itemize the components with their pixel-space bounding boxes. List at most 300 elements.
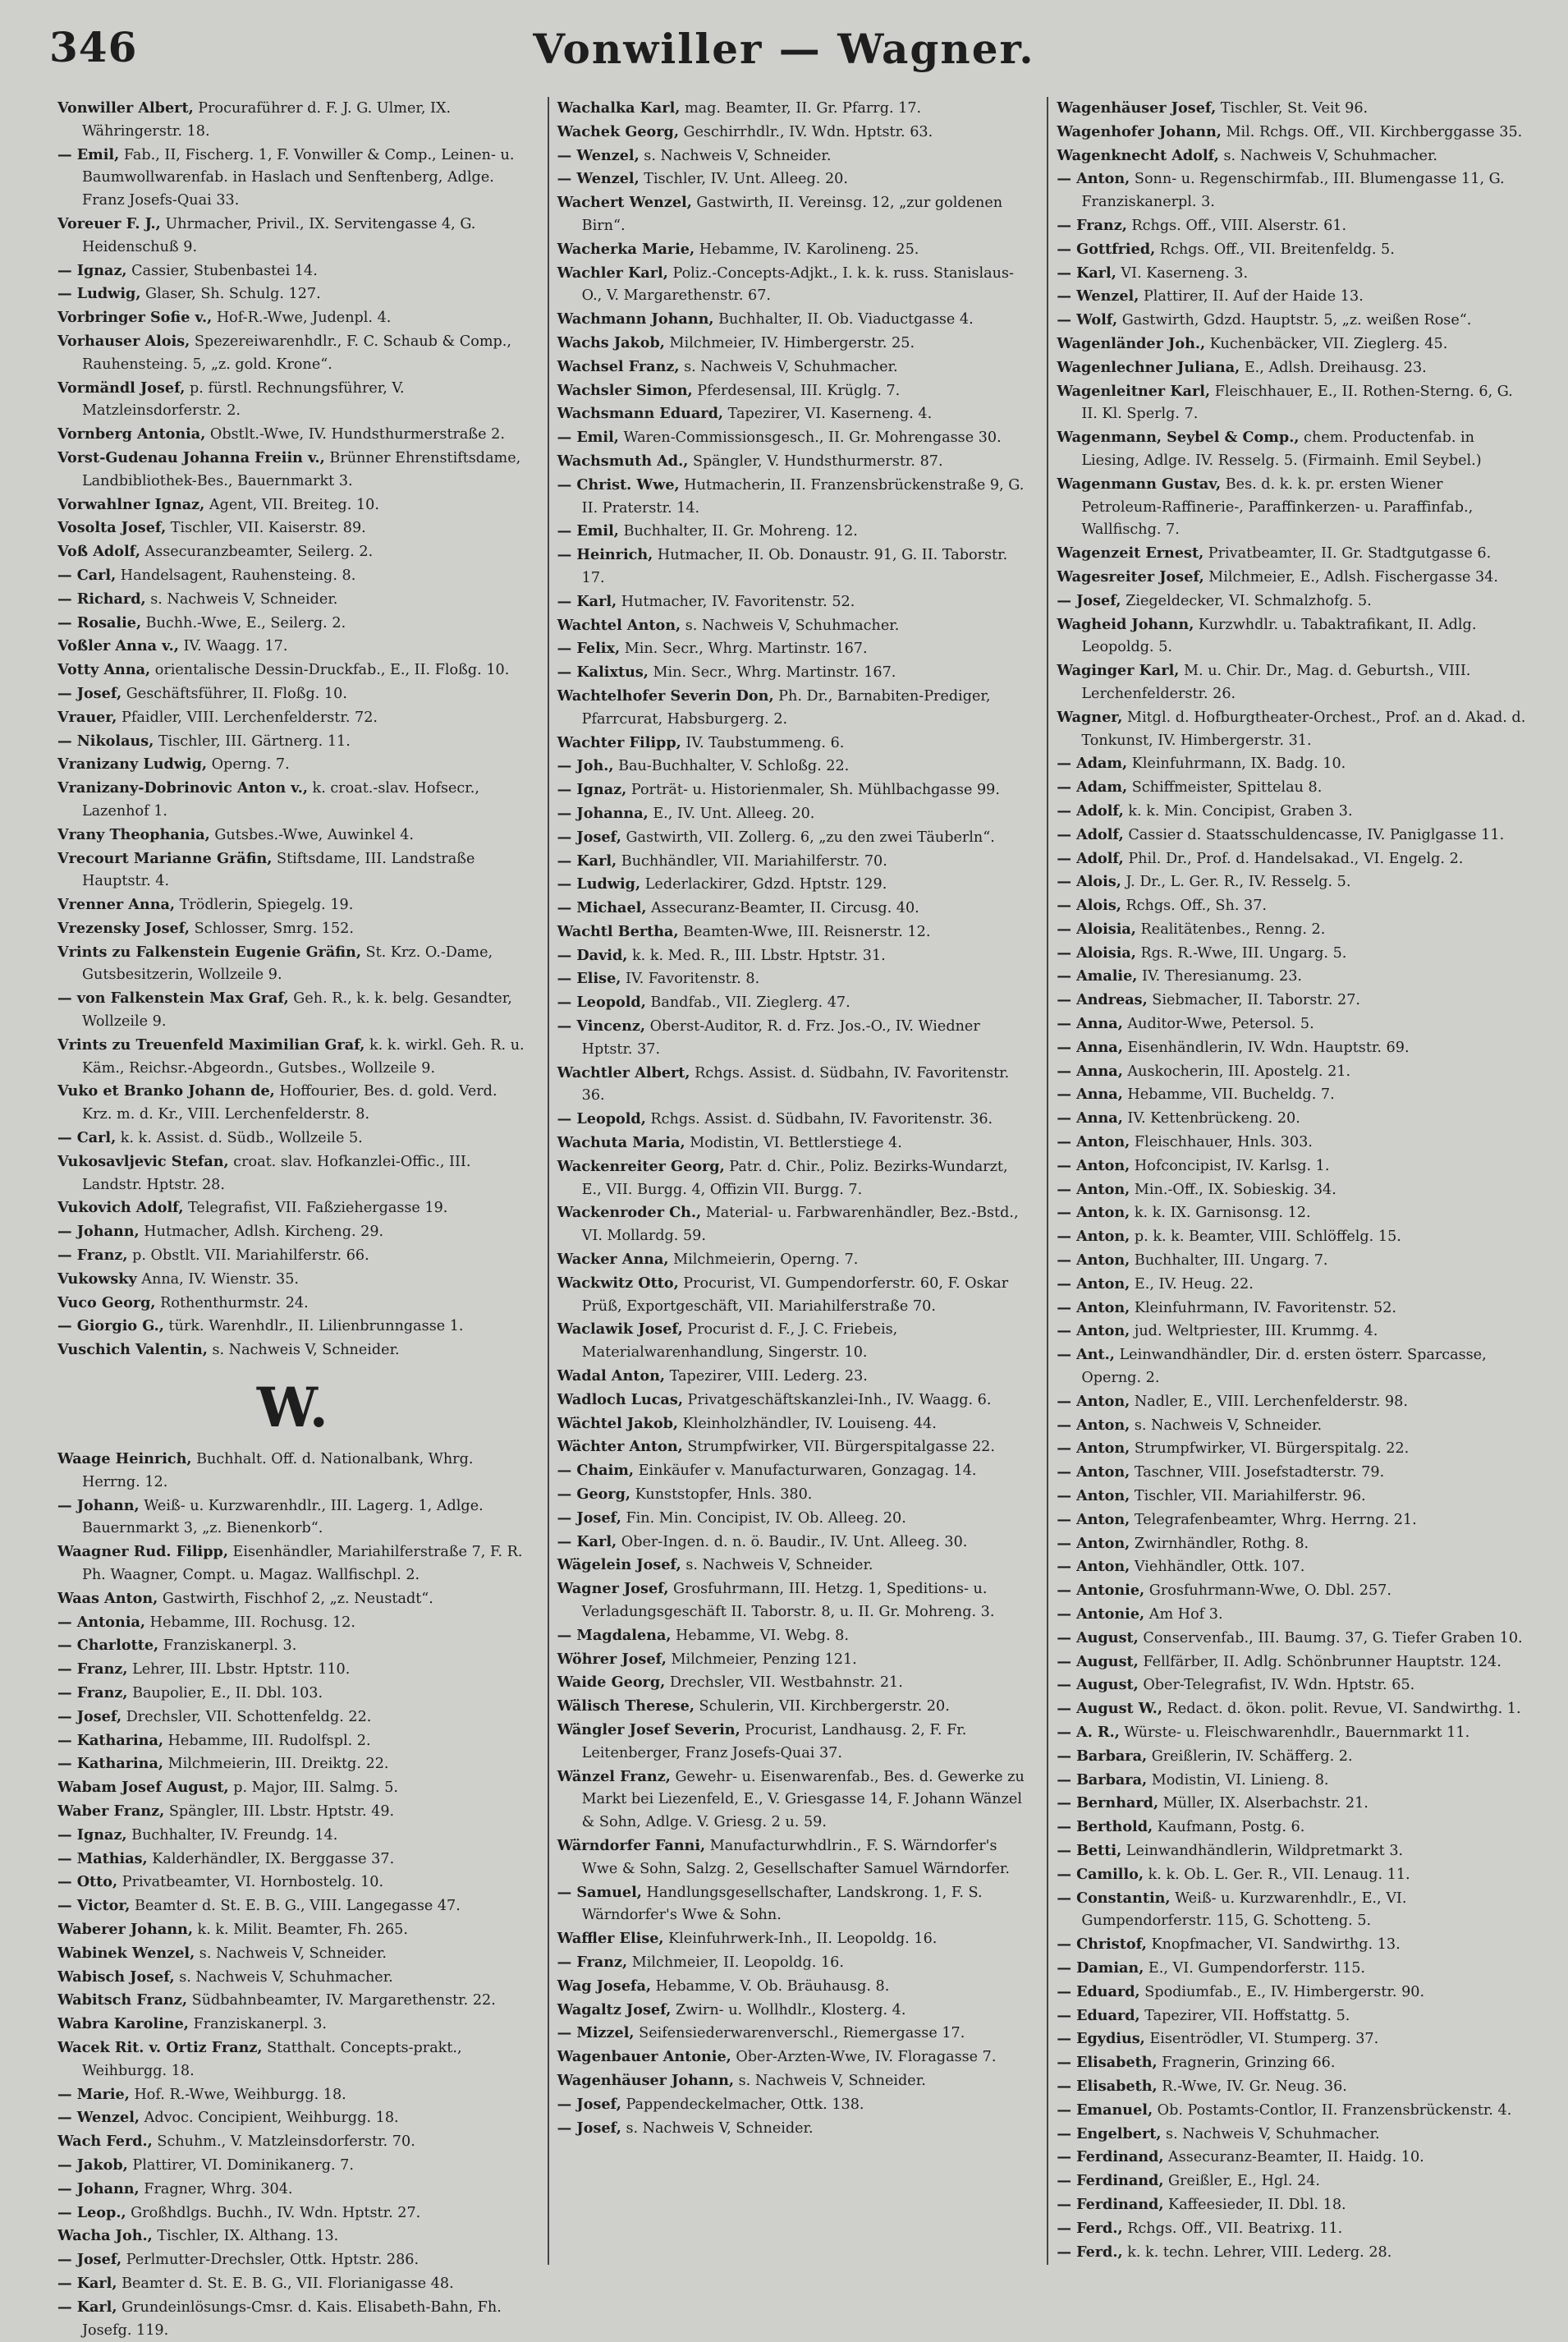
entry-details: k. croat.-slav. Hofsecr., Lazenhof 1. [82, 780, 479, 820]
directory-entry [57, 824, 528, 847]
entry-name: Wagenknecht Adolf, [1057, 146, 1219, 164]
entry-name: — Wolf, [1057, 311, 1118, 329]
entry-name: — Charlotte, [57, 1637, 159, 1655]
directory-entry [1057, 542, 1527, 566]
directory-entry [57, 1034, 528, 1081]
entry-details: Patr. d. Chir., Poliz. Bezirks-Wundarzt, E., VII. Burgg. 4, Offizin VII. Burgg. 7. [581, 1158, 1008, 1198]
directory-entry [57, 2154, 528, 2178]
directory-entry [557, 590, 1028, 614]
entry-details: Fleischhauer, Hnls. 303. [1130, 1134, 1313, 1151]
entry-details: Pfaidler, VIII. Lerchenfelderstr. 72. [117, 709, 378, 726]
entry-details: s. Nachweis V, Schneider. [1130, 1417, 1323, 1434]
entry-details: s. Nachweis V, Schneider. [734, 2072, 926, 2089]
entry-name: — Anton, [1057, 1251, 1130, 1270]
entry-details: Weiß- u. Kurzwarenhdlr., E., VI. Gumpendorferstr. 115, G. Schotteng. 5. [1081, 1890, 1407, 1930]
entry-name: Wächter Anton, [557, 1438, 683, 1456]
entry-details: Tischler, IX. Althang. 13. [152, 2228, 339, 2245]
entry-name: Vranizany-Dobrinovic Anton v., [57, 779, 308, 797]
directory-entry [557, 2046, 1028, 2069]
directory-entry [57, 2248, 528, 2272]
entry-name: — Richard, [57, 590, 146, 608]
directory-entry [57, 1989, 528, 2013]
entry-name: — Johann, [57, 2179, 140, 2197]
directory-entry [557, 897, 1028, 921]
entry-name: — Alois, [1057, 873, 1121, 891]
entry-details: Ob. Postamts-Contlor, II. Franzensbrückenstr. 4. [1153, 2101, 1512, 2119]
directory-entry [557, 1671, 1028, 1695]
directory-entry [57, 1611, 528, 1635]
directory-entry [557, 356, 1028, 379]
directory-entry [1057, 2193, 1527, 2217]
entry-name: Wachter Filipp, [557, 733, 681, 751]
entry-name: — Karl, [557, 852, 617, 870]
directory-entry [557, 1695, 1028, 1719]
directory-entry [57, 282, 528, 306]
entry-details: Hebamme, V. Ob. Bräuhausg. 8. [650, 1977, 890, 1995]
entry-details: Spezereiwarenhdlr., F. C. Schaub & Comp., Rauhensteing. 5, „z. gold. Krone“. [82, 333, 511, 373]
directory-entry [557, 921, 1028, 944]
entry-details: Hof. R.-Wwe, Weihburgg. 18. [129, 2086, 346, 2103]
directory-entry [557, 520, 1028, 544]
directory-entry [57, 941, 528, 988]
directory-entry [57, 1706, 528, 1729]
directory-entry [57, 612, 528, 636]
entry-details: Gastwirth, Fischhof 2, „z. Neustadt“. [158, 1590, 433, 1607]
directory-entry [1057, 1107, 1527, 1131]
entry-details: Zwirn- u. Wollhdlr., Klosterg. 4. [671, 2001, 906, 2018]
entry-details: E., IV. Heug. 22. [1130, 1275, 1254, 1293]
directory-entry [1057, 168, 1527, 214]
directory-entry [57, 1800, 528, 1824]
directory-entry [557, 2069, 1028, 2093]
entry-name: — Franz, [1057, 216, 1127, 234]
entry-details: Kunststopfer, Hnls. 380. [630, 1486, 813, 1504]
directory-entry [557, 802, 1028, 826]
entry-name: — Carl, [57, 1129, 117, 1147]
entry-name: Wagenhäuser Josef, [1057, 99, 1217, 117]
directory-entry [1057, 1532, 1527, 1556]
entry-details: s. Nachweis V, Schneider. [621, 2119, 814, 2137]
entry-name: Wachtel Anton, [557, 616, 681, 634]
entry-details: Milchmeierin, III. Dreiktg. 22. [163, 1756, 389, 1773]
entry-name: — Ferd., [1057, 2243, 1123, 2261]
entry-name: — Katharina, [57, 1755, 163, 1773]
text-columns [57, 97, 1527, 2339]
entry-name: — Katharina, [57, 1731, 163, 1749]
directory-entry [1057, 1745, 1527, 1769]
entry-details: Pappendeckelmacher, Ottk. 138. [621, 2096, 864, 2113]
directory-entry [57, 1658, 528, 1682]
entry-details: Manufacturwhdlrin., F. S. Wärndorfer's Wwe & Sohn, Salzg. 2, Gesellschafter Samuel Wärndorfer. [581, 1837, 1010, 1877]
entry-name: Wagheid Johann, [1057, 615, 1194, 633]
entry-name: Wachsler Simon, [557, 381, 693, 399]
entry-name: — Christof, [1057, 1936, 1147, 1954]
directory-entry [1057, 473, 1527, 542]
entry-details: s. Nachweis V, Schneider. [195, 1945, 387, 1962]
entry-name: Wacherka Marie, [557, 240, 695, 258]
directory-entry [557, 1648, 1028, 1672]
directory-entry [57, 494, 528, 517]
directory-entry [557, 474, 1028, 521]
entry-name: — Anton, [1057, 1440, 1130, 1458]
directory-entry [1057, 1816, 1527, 1839]
directory-entry [557, 191, 1028, 238]
entry-name: Wachek Georg, [557, 122, 679, 140]
entry-name: Wagenzeit Ernest, [1057, 544, 1204, 563]
directory-entry [57, 2106, 528, 2130]
entry-details: Weiß- u. Kurzwarenhdlr., III. Lagerg. 1, Adlge. Bauernmarkt 3, „z. Bienenkorb“. [82, 1497, 484, 1537]
entry-name: — Ferd., [1057, 2219, 1123, 2237]
entry-details: orientalische Dessin-Druckfab., E., II. Floßg. 10. [150, 662, 510, 679]
entry-details: Kleinfuhrmann, IV. Favoritenstr. 52. [1130, 1299, 1397, 1316]
entry-name: — Rosalie, [57, 613, 142, 631]
directory-entry [57, 97, 528, 144]
entry-name: — Anton, [1057, 1298, 1130, 1316]
entry-name: Vornberg Antonia, [57, 425, 206, 443]
directory-entry [1057, 121, 1527, 145]
directory-entry [57, 423, 528, 447]
directory-entry [57, 144, 528, 213]
directory-entry [1057, 1957, 1527, 1981]
directory-entry [1057, 2123, 1527, 2147]
directory-entry [557, 685, 1028, 732]
entry-name: Wackwitz Otto, [557, 1274, 679, 1292]
entry-details: Rchgs. Off., VIII. Alserstr. 61. [1126, 217, 1347, 234]
entry-name: Waas Anton, [57, 1589, 158, 1607]
entry-name: — Anna, [1057, 1062, 1123, 1080]
entry-details: Hebamme, III. Rochusg. 12. [145, 1614, 355, 1631]
entry-name: — Anton, [1057, 1558, 1130, 1576]
directory-entry [1057, 1697, 1527, 1721]
entry-name: — Leop., [57, 2203, 126, 2221]
entry-details: Bes. d. k. k. pr. ersten Wiener Petroleum-Raffinerie-, Paraffinkerzen- u. Paraffinfab., Wallfischg. 7. [1081, 475, 1474, 539]
entry-name: — Damian, [1057, 1959, 1144, 1977]
entry-details: Tapezirer, VII. Hoffstattg. 5. [1139, 2007, 1350, 2024]
entry-details: Drechsler, VII. Westbahnstr. 21. [665, 1674, 903, 1692]
entry-name: Wagenhäuser Johann, [557, 2071, 735, 2089]
directory-entry [557, 379, 1028, 403]
directory-entry [1057, 1674, 1527, 1697]
entry-details: Rchgs. Off., Sh. 37. [1121, 898, 1267, 915]
entry-name: — Anton, [1057, 1180, 1130, 1198]
directory-entry [557, 262, 1028, 309]
entry-name: — Alois, [1057, 897, 1121, 915]
entry-name: — Ferdinand, [1057, 2195, 1164, 2213]
entry-details: Milchmeier, II. Leopoldg. 16. [627, 1954, 844, 1971]
entry-name: — Josef, [57, 1707, 122, 1725]
entry-details: Obstlt.-Wwe, IV. Hundsthurmerstraße 2. [205, 426, 505, 443]
directory-entry [1057, 1225, 1527, 1249]
directory-entry [1057, 1273, 1527, 1297]
entry-details: Bandfab., VII. Zieglerg. 47. [645, 994, 850, 1012]
entry-name: — Kalixtus, [557, 664, 649, 682]
entry-details: k. k. Ob. L. Ger. R., VII. Lenaug. 11. [1144, 1866, 1410, 1883]
directory-entry [57, 1495, 528, 1541]
directory-entry [557, 1015, 1028, 1062]
column-2 [548, 97, 1028, 2265]
entry-details: Hebamme, VII. Bucheldg. 7. [1122, 1086, 1335, 1104]
entry-name: Wagenländer Joh., [1057, 334, 1206, 352]
entry-details: k. k. Med. R., III. Lbstr. Hptstr. 31. [627, 947, 886, 964]
directory-entry [1057, 1083, 1527, 1107]
entry-name: Vrauer, [57, 708, 117, 726]
entry-details: Bau-Buchhalter, V. Schloßg. 22. [613, 758, 850, 775]
entry-name: Wagenmann Gustav, [1057, 475, 1222, 493]
column-1 [57, 97, 528, 2339]
directory-entry [57, 1080, 528, 1127]
entry-details: IV. Theresianumg. 23. [1137, 968, 1302, 985]
entry-details: J. Dr., L. Ger. R., IV. Resselg. 5. [1121, 874, 1351, 891]
entry-details: Assecuranz-Beamter, II. Haidg. 10. [1163, 2149, 1424, 2166]
entry-name: — Emil, [57, 145, 120, 163]
entry-name: Wackenreiter Georg, [557, 1157, 725, 1175]
entry-details: Tischler, VII. Mariahilferstr. 96. [1130, 1488, 1366, 1505]
entry-details: Rchgs. Off., VII. Beatrixg. 11. [1122, 2220, 1343, 2237]
entry-name: — Anna, [1057, 1015, 1123, 1033]
entry-details: Hutmacher, Adlsh. Kircheng. 29. [139, 1224, 384, 1241]
entry-details: Auskocherin, III. Apostelg. 21. [1122, 1063, 1351, 1080]
directory-entry [1057, 1863, 1527, 1887]
entry-details: E., Adlsh. Dreihausg. 23. [1240, 359, 1427, 376]
entry-details: Kaufmann, Postg. 6. [1153, 1819, 1305, 1836]
entry-name: Wag Josefa, [557, 1977, 651, 1995]
entry-name: — Anton, [1057, 1416, 1130, 1434]
directory-entry [557, 661, 1028, 685]
directory-entry [557, 450, 1028, 474]
entry-name: Votty Anna, [57, 661, 151, 679]
entry-name: — Anton, [1057, 1133, 1130, 1151]
directory-entry [1057, 2146, 1527, 2170]
entry-details: Hutmacher, IV. Favoritenstr. 52. [617, 593, 855, 610]
directory-entry [57, 1292, 528, 1316]
entry-details: Privatbeamter, VI. Hornbostelg. 10. [117, 1874, 384, 1891]
directory-entry [1057, 1060, 1527, 1084]
directory-entry [57, 1894, 528, 1918]
directory-entry [557, 1155, 1028, 1202]
entry-details: Kurzwhdlr. u. Tabaktrafikant, II. Adlg. Leopoldg. 5. [1081, 616, 1477, 656]
entry-details: Franziskanerpl. 3. [158, 1637, 297, 1655]
entry-details: Ph. Dr., Barnabiten-Prediger, Pfarrcurat, Habsburgerg. 2. [581, 687, 991, 728]
entry-details: Buchhalter, IV. Freundg. 14. [126, 1826, 338, 1844]
entry-details: Porträt- u. Historienmaler, Sh. Mühlbachgasse 99. [626, 782, 1000, 799]
directory-entry [1057, 566, 1527, 590]
directory-entry [557, 873, 1028, 897]
entry-details: Milchmeier, IV. Himbergerstr. 25. [664, 334, 915, 351]
entry-details: Tapezirer, VIII. Lederg. 23. [665, 1368, 868, 1385]
entry-details: Ober-Telegrafist, IV. Wdn. Hptstr. 65. [1138, 1677, 1415, 1694]
directory-entry [1057, 380, 1527, 427]
directory-entry [557, 97, 1028, 121]
entry-name: Wängler Josef Severin, [557, 1720, 740, 1738]
entry-details: Telegrafist, VII. Faßziehergasse 19. [183, 1200, 448, 1217]
directory-entry [57, 1220, 528, 1244]
entry-name: — Joh., [557, 757, 614, 775]
entry-name: — Elisabeth, [1057, 2054, 1158, 2072]
entry-name: Waber Franz, [57, 1802, 165, 1820]
entry-details: Strumpfwirker, VII. Bürgerspitalgasse 22. [682, 1439, 995, 1456]
directory-entry [1057, 824, 1527, 847]
entry-name: — Anton, [1057, 1463, 1130, 1481]
directory-entry [557, 1412, 1028, 1436]
entry-details: Modistin, VI. Bettlerstiege 4. [685, 1135, 902, 1152]
entry-name: — Antonie, [1057, 1582, 1145, 1600]
entry-details: Milchmeier, E., Adlsh. Fischergasse 34. [1204, 568, 1498, 586]
directory-entry [1057, 1579, 1527, 1603]
entry-details: Plattirer, II. Auf der Haide 13. [1139, 288, 1364, 305]
directory-entry [1057, 1201, 1527, 1225]
entry-details: s. Nachweis V, Schuhmacher. [679, 358, 898, 375]
entry-details: Grundeinlösungs-Cmsr. d. Kais. Elisabeth-Bahn, Fh. Josefg. 119. [82, 2298, 502, 2339]
entry-details: Grosfuhrmann-Wwe, O. Dbl. 257. [1144, 1582, 1391, 1600]
entry-details: Buchhalter, II. Gr. Mohreng. 12. [618, 523, 858, 540]
entry-details: Tischler, St. Veit 96. [1216, 100, 1369, 117]
entry-name: — August, [1057, 1676, 1139, 1694]
entry-details: Hutmacherin, II. Franzensbrückenstraße 9, G. II. Praterstr. 14. [581, 476, 1025, 517]
section-letter: W. [256, 1375, 328, 1440]
directory-entry [1057, 965, 1527, 989]
entry-name: — Camillo, [1057, 1865, 1144, 1883]
entry-name: Wagenmann, Seybel & Comp., [1057, 429, 1300, 447]
entry-name: — Nikolaus, [57, 732, 154, 750]
entry-details: Milchmeier, Penzing 121. [666, 1651, 857, 1668]
directory-entry [1057, 918, 1527, 942]
directory-entry [557, 145, 1028, 168]
directory-entry [557, 402, 1028, 426]
directory-entry [1057, 2170, 1527, 2193]
entry-name: — Anton, [1057, 1274, 1130, 1293]
entry-name: — Emil, [557, 429, 619, 447]
directory-entry [57, 330, 528, 377]
directory-entry [557, 332, 1028, 356]
directory-entry [557, 967, 1028, 991]
directory-entry [557, 1881, 1028, 1928]
entry-details: Geh. R., k. k. belg. Gesandter, Wollzeile 9. [82, 990, 512, 1031]
entry-name: Vorst-Gudenau Johanna Freiin v., [57, 448, 325, 466]
entry-name: — Egydius, [1057, 2030, 1145, 2048]
entry-details: Poliz.-Concepts-Adjkt., I. k. k. russ. Stanislaus-O., V. Margarethenstr. 67. [581, 264, 1014, 305]
directory-entry [1057, 1131, 1527, 1155]
entry-name: — Heinrich, [557, 546, 653, 564]
directory-entry [1057, 426, 1527, 473]
directory-entry [1057, 238, 1527, 262]
entry-name: Wagenbauer Antonie, [557, 2048, 731, 2066]
entry-details: Buchhalt. Off. d. Nationalbank, Whrg. Herrng. 12. [82, 1451, 474, 1490]
entry-details: s. Nachweis V, Schuhmacher. [681, 617, 900, 634]
entry-details: türk. Warenhdlr., II. Lilienbrunngasse 1. [163, 1318, 464, 1335]
directory-entry [57, 447, 528, 494]
entry-name: — A. R., [1057, 1723, 1120, 1741]
entry-details: Beamten-Wwe, III. Reisnerstr. 12. [678, 923, 931, 940]
entry-details: Schuhm., V. Matzleinsdorferstr. 70. [152, 2133, 415, 2151]
entry-name: Vorbringer Sofie v., [57, 309, 213, 327]
entry-name: Waage Heinrich, [57, 1450, 192, 1468]
entry-details: Grosfuhrmann, III. Hetzg. 1, Speditions- u. Verladungsgeschäft II. Taborstr. 8, u. II. Gr. Mohreng. 3. [581, 1581, 995, 1620]
entry-name: Waagner Rud. Filipp, [57, 1543, 228, 1561]
entry-details: Spodiumfab., E., IV. Himbergerstr. 90. [1139, 1983, 1425, 2000]
entry-name: — Josef, [1057, 591, 1121, 609]
directory-entry [557, 850, 1028, 874]
directory-entry [1057, 2099, 1527, 2123]
directory-entry [557, 1365, 1028, 1389]
entry-name: Waginger Karl, [1057, 662, 1180, 680]
entry-details: Waren-Commissionsgesch., II. Gr. Mohrengasse 30. [618, 429, 1002, 447]
entry-details: s. Nachweis V, Schneider. [681, 1557, 873, 1574]
entry-details: Gastwirth, VII. Zollerg. 6, „zu den zwei Täuberln“. [621, 829, 995, 846]
entry-details: Uhrmacher, Privil., IX. Servitengasse 4, G. Heidenschuß 9. [82, 215, 476, 255]
entry-name: Wägelein Josef, [557, 1556, 681, 1574]
entry-name: Vrints zu Treuenfeld Maximilian Graf, [57, 1036, 365, 1054]
entry-name: — Amalie, [1057, 967, 1138, 985]
entry-name: — Engelbert, [1057, 2124, 1162, 2142]
directory-entry [57, 2272, 528, 2296]
directory-entry [557, 1719, 1028, 1766]
entry-details: Kleinholzhändler, IV. Louiseng. 44. [678, 1415, 937, 1432]
directory-entry [557, 1108, 1028, 1132]
directory-entry [557, 1132, 1028, 1155]
entry-details: p. k. k. Beamter, VIII. Schlöffelg. 15. [1130, 1228, 1401, 1246]
directory-entry [57, 1752, 528, 1776]
entry-details: Privatgeschäftskanzlei-Inh., IV. Waagg. 6. [682, 1391, 992, 1408]
entry-name: — Ignaz, [557, 781, 627, 799]
directory-entry [1057, 590, 1527, 613]
entry-name: — Adolf, [1057, 801, 1124, 820]
entry-name: — Karl, [557, 592, 617, 610]
entry-name: — Wenzel, [1057, 287, 1139, 305]
entry-name: Wälisch Therese, [557, 1697, 695, 1715]
directory-entry [57, 2296, 528, 2342]
entry-name: — Ant., [1057, 1346, 1115, 1364]
entry-details: Cassier, Stubenbastei 14. [126, 262, 318, 279]
directory-entry [1057, 847, 1527, 871]
entry-name: — Anton, [1057, 1534, 1130, 1552]
entry-name: — Antonie, [1057, 1605, 1145, 1623]
directory-entry [57, 213, 528, 259]
entry-name: Wachalka Karl, [557, 99, 681, 117]
directory-entry [557, 544, 1028, 590]
entry-details: Lederlackirer, Gdzd. Hptstr. 129. [640, 876, 887, 893]
directory-entry [557, 2093, 1028, 2117]
entry-name: Wachert Wenzel, [557, 194, 692, 212]
directory-entry [57, 1848, 528, 1871]
entry-name: — Eduard, [1057, 1982, 1140, 2000]
directory-entry [57, 1315, 528, 1339]
directory-entry [1057, 1178, 1527, 1202]
directory-entry [1057, 1320, 1527, 1343]
entry-details: Schulerin, VII. Kirchbergerstr. 20. [694, 1698, 950, 1715]
entry-details: St. Krz. O.-Dame, Gutsbesitzerin, Wollzeile 9. [82, 944, 493, 984]
directory-entry [1057, 1343, 1527, 1390]
entry-name: Vranizany Ludwig, [57, 755, 208, 774]
directory-entry [1057, 1981, 1527, 2004]
entry-details: Hebamme, III. Rudolfspl. 2. [163, 1732, 371, 1749]
directory-entry [1057, 285, 1527, 309]
entry-details: Kleinfuhrwerk-Inh., II. Leopoldg. 16. [663, 1931, 938, 1948]
entry-details: s. Nachweis V, Schneider. [639, 147, 832, 164]
entry-name: Wabitsch Franz, [57, 1991, 188, 2009]
entry-name: Vorwahlner Ignaz, [57, 495, 205, 513]
directory-entry [1057, 1721, 1527, 1745]
entry-name: Vorhauser Alois, [57, 332, 190, 350]
entry-name: — Barbara, [1057, 1770, 1148, 1789]
entry-details: Handlungsgesellschafter, Landskrong. 1, F. S. Wärndorfer's Wwe & Sohn. [581, 1884, 983, 1924]
directory-entry [557, 1248, 1028, 1272]
entry-details: Knopfmacher, VI. Sandwirthg. 13. [1146, 1936, 1401, 1954]
directory-entry [1057, 1485, 1527, 1509]
entry-details: Großhdlgs. Buchh., IV. Wdn. Hptstr. 27. [126, 2204, 421, 2221]
entry-name: Vukovich Adolf, [57, 1199, 184, 1217]
entry-name: — Wenzel, [557, 146, 640, 164]
entry-name: — Aloisia, [1057, 920, 1136, 938]
